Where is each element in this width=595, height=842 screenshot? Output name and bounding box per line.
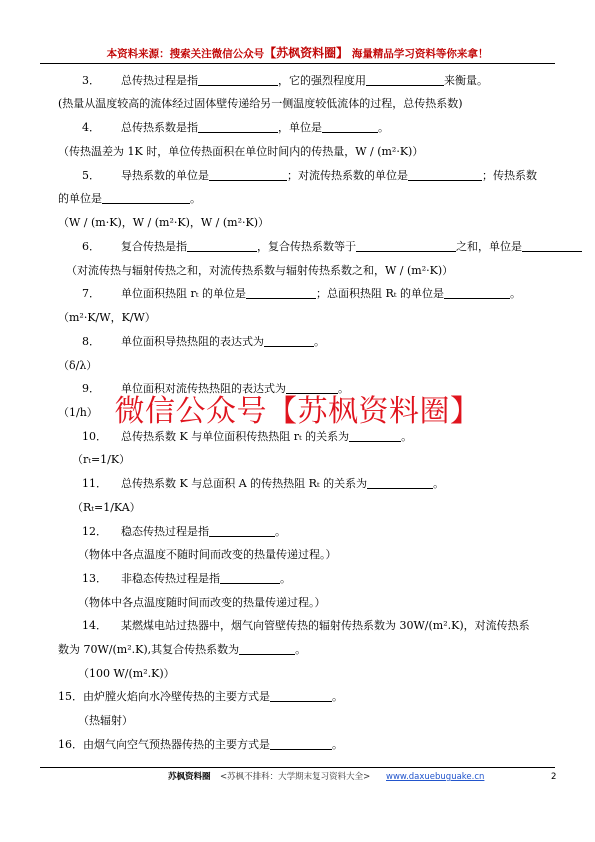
answer-blank: [220, 571, 280, 584]
answer-blank: [102, 191, 190, 204]
text-line: [0, 736, 595, 754]
footer-brand: 苏枫资料圈: [168, 772, 211, 782]
line-text: 13．: [82, 572, 107, 585]
text-line: [0, 167, 595, 185]
line-text: 。: [509, 287, 521, 300]
line-text: 总传热系数 K 与单位面积传热热阻 rₜ 的关系为: [107, 430, 350, 443]
line-text: 数为 70W/(m².K),其复合传热系数为: [58, 643, 240, 656]
line-text: 。: [377, 121, 389, 134]
line-text: （热辐射）: [78, 714, 133, 727]
answer-blank: [209, 168, 287, 181]
text-line: [0, 475, 595, 493]
line-text: 7．: [82, 287, 100, 300]
line-text: （传热温差为 1K 时，单位传热面积在单位时间内的传热量，W / (m²·K)）: [58, 145, 424, 158]
text-line: [0, 262, 595, 280]
text-line: [0, 499, 595, 517]
text-line: [0, 238, 595, 256]
line-text: 8．: [82, 335, 100, 348]
line-text: 6．: [82, 240, 100, 253]
line-text: 16．由烟气向空气预热器传热的主要方式是: [58, 738, 270, 751]
text-line: [0, 451, 595, 469]
answer-blank: [408, 168, 482, 181]
text-line: [0, 333, 595, 351]
line-text: ；总面积热阻 Rₜ 的单位是: [315, 287, 444, 300]
line-text: 。: [332, 738, 343, 751]
line-text: 总传热过程是指: [100, 74, 198, 87]
answer-blank: [239, 642, 295, 655]
answer-blank: [366, 73, 444, 86]
line-text: 总传热系数是指: [100, 121, 198, 134]
answer-blank: [367, 476, 433, 489]
text-line: [0, 143, 595, 161]
line-text: 。: [275, 525, 286, 538]
line-text: 总传热系数 K 与总面积 A 的传热热阻 Rₜ 的关系为: [107, 477, 368, 490]
line-text: 来衡量。: [443, 74, 488, 87]
answer-blank: [198, 73, 278, 86]
line-text: 。: [337, 382, 349, 395]
text-line: [0, 523, 595, 541]
line-text: (热量从温度较高的流体经过固体壁传递给另一侧温度较低流体的过程，总传热系数): [58, 97, 463, 110]
line-text: 单位面积热阻 rₜ 的单位是: [100, 287, 246, 300]
line-text: 。: [401, 430, 413, 443]
line-text: （rₜ=1/K）: [72, 453, 131, 466]
line-text: 单位面积导热热阻的表达式为: [100, 335, 264, 348]
footer-link[interactable]: www.daxuebuguake.cn: [386, 772, 485, 782]
footer-slogan: <苏枫不排科：大学期末复习资料大全>: [220, 772, 371, 782]
line-text: 15．由炉膛火焰向水冷壁传热的主要方式是: [58, 690, 270, 703]
watermark: 微信公众号【苏枫资料圈】: [114, 394, 481, 429]
text-line: [0, 594, 595, 612]
line-text: 11．: [82, 477, 107, 490]
answer-blank: [246, 286, 316, 299]
line-text: 。: [332, 690, 343, 703]
text-line: [0, 665, 595, 683]
line-text: 稳态传热过程是指: [107, 525, 209, 538]
page-number: 2: [551, 772, 557, 782]
text-line: [0, 72, 595, 90]
line-text: ，复合传热系数等于: [256, 240, 356, 253]
line-text: （物体中各点温度不随时间而改变的热量传递过程。）: [78, 548, 337, 561]
answer-blank: [444, 286, 510, 299]
line-text: 4．: [82, 121, 100, 134]
line-text: 14．: [82, 619, 107, 632]
page-header: [0, 44, 595, 61]
text-line: [0, 309, 595, 327]
line-text: ；对流传热系数的单位是: [286, 169, 408, 182]
line-text: 12．: [82, 525, 107, 538]
header-divider: [40, 63, 555, 64]
line-text: （物体中各点温度随时间而改变的热量传递过程。）: [78, 596, 326, 609]
answer-blank: [187, 239, 257, 252]
answer-blank: [264, 334, 314, 347]
text-line: [0, 641, 595, 659]
line-text: 10．: [82, 430, 107, 443]
answer-blank: [270, 737, 332, 750]
line-text: 某燃煤电站过热器中，烟气向管壁传热的辐射传热系数为 30W/(m².K)，对流传热系: [107, 619, 530, 632]
line-text: （m²·K/W，K/W）: [58, 311, 156, 324]
line-text: 。: [190, 192, 201, 205]
line-text: 。: [280, 572, 291, 585]
answer-blank: [209, 524, 275, 537]
text-line: [0, 712, 595, 730]
line-text: 。: [295, 643, 307, 656]
page-footer: [0, 770, 595, 784]
line-text: 非稳态传热过程是指: [107, 572, 220, 585]
line-text: 导热系数的单位是: [100, 169, 209, 182]
line-text: 单位面积对流传热热阻的表达式为: [100, 382, 286, 395]
header-prefix: 本资料来源：搜索关注微信公众号: [106, 48, 265, 60]
text-line: [0, 357, 595, 375]
text-line: [0, 570, 595, 588]
line-text: 的单位是: [58, 192, 102, 205]
answer-blank: [356, 239, 456, 252]
line-text: （100 W/(m².K)）: [78, 667, 175, 680]
text-line: [0, 688, 595, 706]
line-text: 复合传热是指: [100, 240, 187, 253]
footer-divider: [40, 767, 555, 768]
text-line: [0, 190, 595, 208]
line-text: 9．: [82, 382, 100, 395]
text-line: [0, 95, 595, 113]
line-text: （Rₜ=1/KA）: [72, 501, 141, 514]
line-text: 5．: [82, 169, 100, 182]
line-text: ，它的强烈程度用: [277, 74, 366, 87]
line-text: ；传热系数: [481, 169, 537, 182]
answer-blank: [198, 120, 278, 133]
answer-blank: [270, 689, 332, 702]
line-text: 。: [433, 477, 445, 490]
line-text: （1/h）: [58, 406, 98, 419]
text-line: [0, 617, 595, 635]
text-line: [0, 546, 595, 564]
answer-blank: [322, 120, 378, 133]
line-text: 之和，单位是: [455, 240, 522, 253]
line-text: （对流传热与辐射传热之和，对流传热系数与辐射传热系数之和，W / (m²·K)）: [66, 264, 454, 277]
line-text: ，单位是: [277, 121, 322, 134]
text-line: [0, 119, 595, 137]
line-text: （δ/λ）: [58, 359, 98, 372]
text-line: [0, 214, 595, 232]
line-text: 。: [313, 335, 325, 348]
header-suffix: 海量精品学习资料等你来拿！: [348, 48, 489, 60]
header-brand: 【苏枫资料圈】: [264, 46, 349, 60]
line-text: 3．: [82, 74, 100, 87]
text-line: [0, 285, 595, 303]
answer-blank: [522, 239, 582, 252]
line-text: （W / (m·K)，W / (m²·K)，W / (m²·K)）: [58, 216, 270, 229]
